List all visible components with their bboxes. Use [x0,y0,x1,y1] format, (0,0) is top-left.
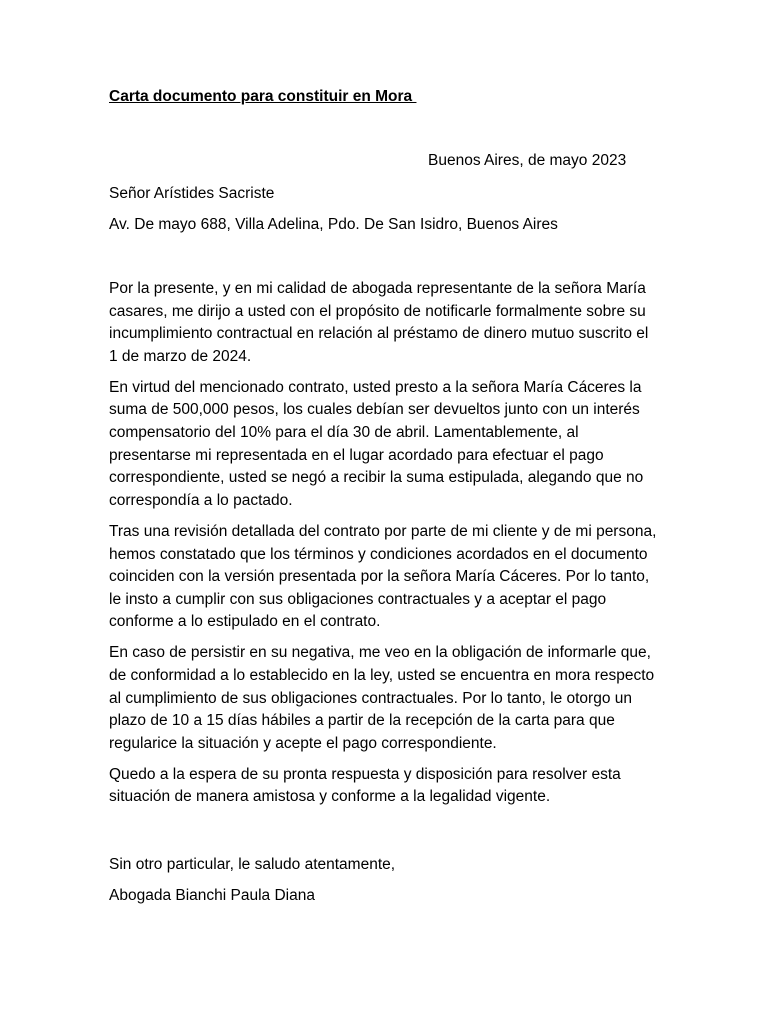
recipient-address: Av. De mayo 688, Villa Adelina, Pdo. De San Isidro, Buenos Aires [109,216,558,233]
body-paragraph: Por la presente, y en mi calidad de abogada representante de la señora María casares, me dirijo a usted con el propósito de notificarle formalmente sobre su incumplimiento contractual en relación al préstamo de dinero mutuo suscrito el 1 de marzo de 2024. [109,280,649,365]
body-paragraph: Quedo a la espera de su pronta respuesta y disposición para resolver esta situación de manera amistosa y conforme a la legalidad vigente. [109,765,621,806]
letter-body [109,278,661,818]
body-paragraph: En caso de persistir en su negativa, me veo en la obligación de informarle que, de conformidad a lo establecido en la ley, usted se encuentra en mora respecto al cumplimiento de sus obligaciones contractuales. Por lo tanto, le otorgo un plazo de 10 a 15 días hábiles a partir de la recepción de la carta para que regularice la situación y acepte el pago correspondiente. [109,644,655,752]
body-paragraph: Tras una revisión detallada del contrato por parte de mi cliente y de mi persona, hemos constatado que los términos y condiciones acordados en el documento coinciden con la versión presentada por la señora María Cáceres. Por lo tanto, le insto a cumplir con sus obligaciones contractuales y a aceptar el pago conforme a lo estipulado en el contrato. [109,522,657,631]
letter-date: Buenos Aires, de mayo 2023 [428,152,627,169]
letter-closing: Sin otro particular, le saludo atentamente, [109,856,396,873]
letter-signature: Abogada Bianchi Paula Diana [109,887,315,904]
letter-title: Carta documento para constituir en Mora [109,88,417,105]
recipient-name: Señor Arístides Sacriste [109,185,275,202]
body-paragraph: En virtud del mencionado contrato, usted presto a la señora María Cáceres la suma de 500,000 pesos, los cuales debían ser devueltos junto con un interés compensatorio del 10% para el día 30 de abril. Lamentablemente, al presentarse mi representada en el lugar acordado para efectuar el pago correspondiente, usted se negó a recibir la suma estipulada, alegando que no correspondía a lo pactado. [109,378,644,509]
